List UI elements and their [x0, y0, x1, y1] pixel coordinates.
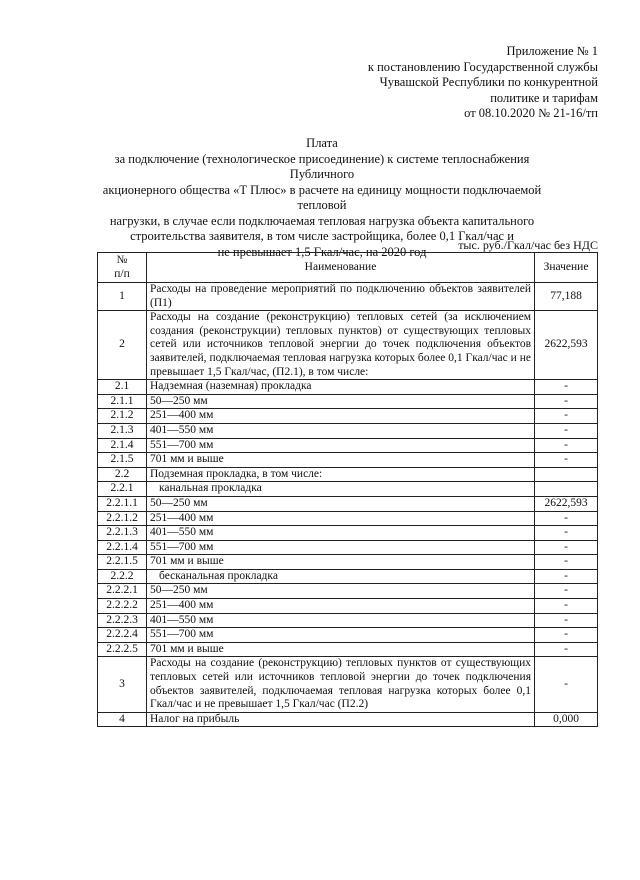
header-number-line: п/п: [114, 267, 130, 280]
table-row: [98, 511, 598, 526]
table-row: [98, 453, 598, 468]
row-value: -: [535, 380, 598, 395]
row-number: 3: [98, 657, 147, 712]
row-number: 2.2.2: [98, 569, 147, 584]
appendix-line: Чувашской Республики по конкурентной: [379, 75, 598, 89]
table-row: [98, 657, 598, 712]
row-value: -: [535, 511, 598, 526]
title-line: за подключение (технологическое присоединение) к системе теплоснабжения Публичного: [114, 151, 530, 181]
row-value: -: [535, 613, 598, 628]
row-value: [535, 467, 598, 482]
row-value: -: [535, 628, 598, 643]
row-number: 2.1.3: [98, 423, 147, 438]
row-number: 2.2.1.5: [98, 555, 147, 570]
row-value: -: [535, 569, 598, 584]
row-number: 2.1.2: [98, 409, 147, 424]
row-name: 50—250 мм: [147, 496, 535, 511]
table-row: [98, 394, 598, 409]
row-name: Надземная (наземная) прокладка: [147, 380, 535, 395]
row-name: 701 мм и выше: [147, 642, 535, 657]
title-heading: Плата: [306, 136, 338, 150]
row-number: 2.2.2.2: [98, 599, 147, 614]
title-line: акционерного общества «Т Плюс» в расчете на единицу мощности подключаемой тепловой: [102, 182, 542, 212]
row-value: 2622,593: [535, 496, 598, 511]
row-number: 2.1: [98, 380, 147, 395]
header-name: Наименование: [147, 253, 535, 283]
row-name: 50—250 мм: [147, 394, 535, 409]
row-value: -: [535, 642, 598, 657]
table-row: [98, 642, 598, 657]
row-name: 701 мм и выше: [147, 453, 535, 468]
row-value: 77,188: [535, 283, 598, 311]
row-number: 2.2.2.3: [98, 613, 147, 628]
row-value: 0,000: [535, 712, 598, 727]
row-number: 2.1.5: [98, 453, 147, 468]
table-row: [98, 584, 598, 599]
table-row: [98, 423, 598, 438]
row-name: 251—400 мм: [147, 511, 535, 526]
table-row: [98, 555, 598, 570]
row-name: 401—550 мм: [147, 423, 535, 438]
row-name: 251—400 мм: [147, 409, 535, 424]
row-number: 2.1.4: [98, 438, 147, 453]
row-value: -: [535, 438, 598, 453]
row-number: 2.2.1.4: [98, 540, 147, 555]
row-number: 2.2.2.1: [98, 584, 147, 599]
row-number: 2.1.1: [98, 394, 147, 409]
row-value: -: [535, 555, 598, 570]
row-name: 50—250 мм: [147, 584, 535, 599]
row-name: Расходы на проведение мероприятий по подключению объектов заявителей (П1): [147, 283, 535, 311]
row-name: канальная прокладка: [147, 482, 535, 497]
appendix-line: к постановлению Государственной службы: [367, 59, 598, 74]
header-value: Значение: [535, 253, 598, 283]
appendix-line: от 08.10.2020 № 21-16/тп: [464, 106, 598, 120]
row-number: 2.2.1.3: [98, 526, 147, 541]
row-value: -: [535, 409, 598, 424]
table-row: [98, 438, 598, 453]
fee-table: [97, 252, 598, 727]
row-value: -: [535, 423, 598, 438]
table-row: [98, 569, 598, 584]
row-name: 401—550 мм: [147, 526, 535, 541]
title-line: не превышает 1,5 Гкал/час, на 2020 год: [217, 244, 427, 259]
row-name: Подземная прокладка, в том числе:: [147, 467, 535, 482]
title-line: строительства заявителя, в том числе застройщика, более 0,1 Гкал/час и: [130, 229, 514, 243]
appendix-line: политике и тарифам: [490, 90, 598, 105]
header-number: [98, 253, 147, 283]
row-value: -: [535, 526, 598, 541]
row-name: 701 мм и выше: [147, 555, 535, 570]
row-value: -: [535, 394, 598, 409]
row-number: 2.2.1: [98, 482, 147, 497]
row-number: 2: [98, 311, 147, 380]
table-row: [98, 380, 598, 395]
table-row: [98, 311, 598, 380]
row-name: 551—700 мм: [147, 628, 535, 643]
row-number: 2.2.2.5: [98, 642, 147, 657]
row-number: 2.2.1.2: [98, 511, 147, 526]
row-number: 2.2.2.4: [98, 628, 147, 643]
row-name: 551—700 мм: [147, 438, 535, 453]
table-row: [98, 628, 598, 643]
row-number: 2.2.1.1: [98, 496, 147, 511]
row-value: -: [535, 540, 598, 555]
header-number-line: №: [116, 253, 128, 266]
row-value: -: [535, 657, 598, 712]
row-value: -: [535, 584, 598, 599]
row-number: 2.2: [98, 467, 147, 482]
row-number: 1: [98, 283, 147, 311]
units-label: тыс. руб./Гкал/час без НДС: [458, 238, 598, 252]
table-row: [98, 599, 598, 614]
row-name: Налог на прибыль: [147, 712, 535, 727]
row-name: Расходы на создание (реконструкцию) тепловых пунктов от существующих тепловых сетей или источников тепловой энергии до точек подключения объектов заявителей, подключаемая тепловая нагрузка которых более 0,1 Гкал/час и не превышает 1,5 Гкал/час (П2.2): [147, 657, 535, 712]
row-name: Расходы на создание (реконструкцию) тепловых сетей (за исключением создания (реконструкции) тепловых пунктов) от существующих тепловых сетей или источников тепловой энергии до точек подключения объектов заявителей, подключаемая тепловая нагрузка которых более 0,1 Гкал/час и не превышает 1,5 Гкал/час, (П2.1), в том числе:: [147, 311, 535, 380]
row-number: 4: [98, 712, 147, 727]
table-header-row: [98, 253, 598, 283]
table-row: [98, 482, 598, 497]
row-name: 251—400 мм: [147, 599, 535, 614]
appendix-line: Приложение № 1: [506, 44, 598, 58]
table-row: [98, 467, 598, 482]
title-line: нагрузки, в случае если подключаемая тепловая нагрузка объекта капитального: [109, 213, 535, 228]
table-row: [98, 526, 598, 541]
row-name: бесканальная прокладка: [147, 569, 535, 584]
appendix-block: [368, 44, 598, 122]
table-row: [98, 712, 598, 727]
row-value: [535, 482, 598, 497]
table-row: [98, 496, 598, 511]
table-row: [98, 540, 598, 555]
row-value: -: [535, 453, 598, 468]
table-row: [98, 283, 598, 311]
table-row: [98, 613, 598, 628]
row-name: 551—700 мм: [147, 540, 535, 555]
row-name: 401—550 мм: [147, 613, 535, 628]
row-value: 2622,593: [535, 311, 598, 380]
row-value: -: [535, 599, 598, 614]
table-row: [98, 409, 598, 424]
